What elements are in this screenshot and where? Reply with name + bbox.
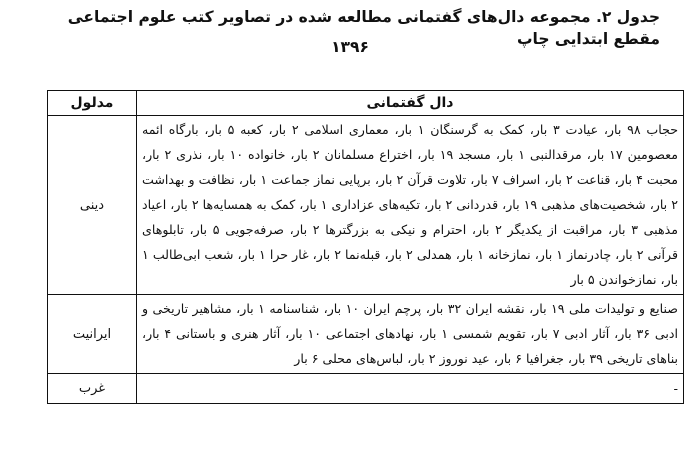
row-signifiers: صنایع و تولیدات ملی ۱۹ بار، نقشه ایران ۳۲ بار، پرچم ایران ۱۰ بار، شناسنامه ۱ بار، مشاهیر تاریخی و ادبی ۳۶ بار، آثار ادبی ۷ بار، تقویم شمسی ۱ بار، نهادهای اجتماعی ۱۰ بار، آثار هنری و باستانی ۴ بار، بناهای تاریخی ۳۹ بار، جغرافیا ۶ بار، عید نوروز ۲ بار، لباس‌های محلی ۶ بار [137,295,684,374]
header-signifier: دال گفتمانی [137,91,684,116]
header-signified: مدلول [48,91,137,116]
row-signifiers: حجاب ۹۸ بار، عیادت ۳ بار، کمک به گرسنگان ۱ بار، معماری اسلامی ۲ بار، کعبه ۵ بار، بارگاه ائمه معصومین ۱۷ بار، مرقدالنبی ۱ بار، مسجد ۱۹ بار، اختراع مسلمانان ۲ بار، خانواده ۱۰ بار، نذری ۲ بار، محبت ۴ بار، قناعت ۲ بار، اسراف ۷ بار، تلاوت قرآن ۲ بار، برپایی نماز جماعت ۱ بار، نظافت و بهداشت ۲ بار، شخصیت‌های مذهبی ۱۹ بار، قدردانی ۲ بار، تکیه‌های عزاداری ۱ بار، کمک به همسایه‌ها ۲ بار، اعیاد مذهبی ۳ بار، مراقبت از یکدیگر ۲ بار، احترام و نیکی به بزرگترها ۲ بار، صرفه‌جویی ۵ بار، تابلوهای قرآنی ۲ بار، چادرنماز ۱ بار، نمازخانه ۱ بار، همدلی ۲ بار، قبله‌نما ۲ بار، غار حرا ۱ بار، شعب ابی‌طالب ۱ بار، نمازخواندن ۵ بار [137,116,684,295]
table-row [48,116,684,295]
row-signified: دینی [48,116,137,295]
table-row [48,295,684,374]
table-caption: جدول ۲. مجموعه دال‌های گفتمانی مطالعه شده در تصاویر کتب علوم اجتماعی مقطع ابتدایی چاپ [67,8,660,48]
row-signified: ایرانیت [48,295,137,374]
row-signified: غرب [48,374,137,404]
table-caption-year: ۱۳۹۶ [331,38,369,56]
discourse-signifiers-table [47,90,684,404]
row-signifiers: - [137,374,684,404]
table-header-row [48,91,684,116]
table-row [48,374,684,404]
